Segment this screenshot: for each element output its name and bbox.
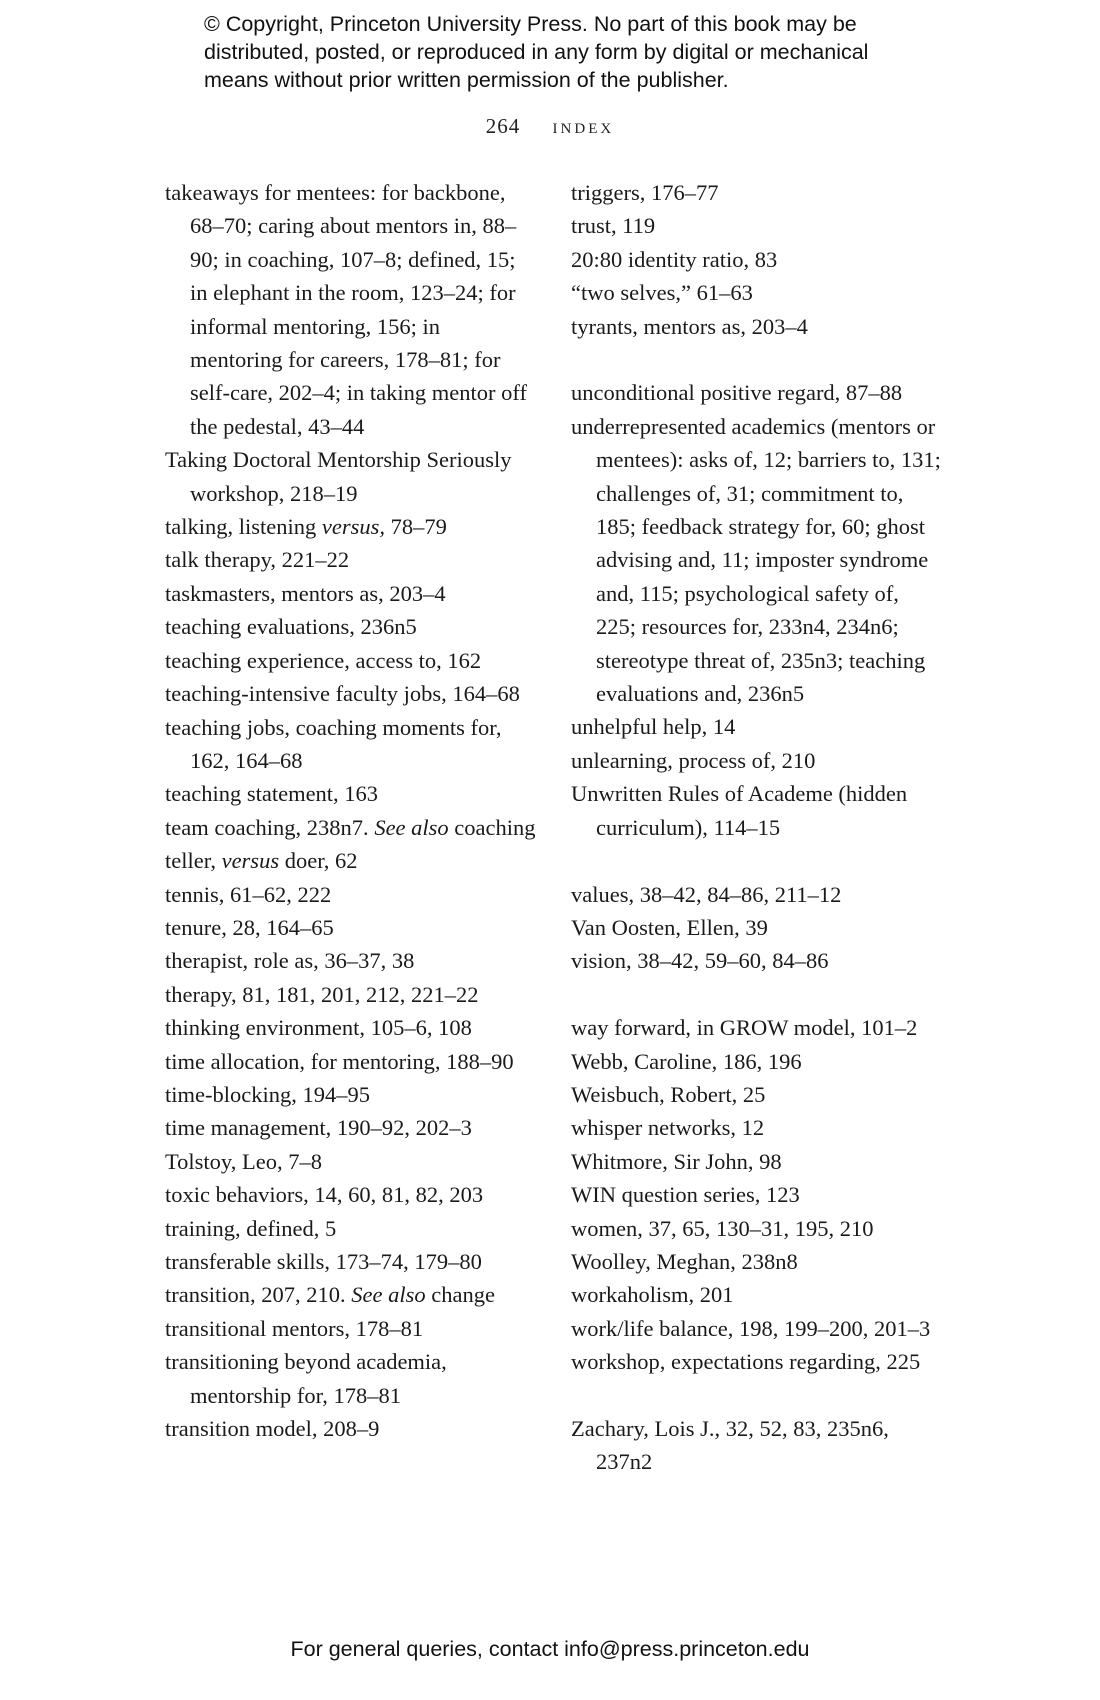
index-entry-text: teaching-intensive faculty jobs, 164–68 xyxy=(165,681,520,707)
index-entry xyxy=(571,1345,943,1378)
section-title: index xyxy=(552,114,615,138)
index-entry-italic: See also xyxy=(374,814,449,840)
index-entry xyxy=(165,1412,537,1445)
index-entry xyxy=(571,1312,943,1345)
index-entry xyxy=(571,1011,943,1044)
index-entry-text: unhelpful help, 14 xyxy=(571,714,736,740)
index-entry xyxy=(165,1212,537,1245)
index-entry xyxy=(571,1111,943,1144)
index-entry xyxy=(571,710,943,743)
index-entry xyxy=(571,243,943,276)
index-entry xyxy=(571,1245,943,1278)
index-entry xyxy=(571,744,943,777)
index-entry-text: teaching statement, 163 xyxy=(165,781,379,807)
index-entry-text: vision, 38–42, 59–60, 84–86 xyxy=(571,948,829,974)
index-entry-text: trust, 119 xyxy=(571,213,656,239)
index-entry-text: Unwritten Rules of Academe (hidden curriculum), 114–15 xyxy=(571,781,908,840)
footer-contact: For general queries, contact info@press.princeton.edu xyxy=(290,1637,810,1661)
index-entry xyxy=(165,1345,537,1412)
index-entry xyxy=(165,677,537,710)
index-entry xyxy=(165,543,537,576)
index-entry-text: transition, 207, 210. xyxy=(165,1282,352,1308)
index-entry-text: work/life balance, 198, 199–200, 201–3 xyxy=(571,1315,931,1341)
index-entry-text: Tolstoy, Leo, 7–8 xyxy=(165,1148,322,1174)
index-entry xyxy=(571,1278,943,1311)
index-entry-italic: versus, xyxy=(321,514,385,540)
index-entry xyxy=(165,811,537,844)
index-entry xyxy=(571,1212,943,1245)
page-number: 264 xyxy=(485,114,521,138)
index-entry xyxy=(571,944,943,977)
index-entry-text: underrepresented academics (mentors or mentees): asks of, 12; barriers to, 131; challenges of, 31; commitment to, 185; feedback strategy for, 60; ghost advising and, 11; imposter syndrome and, 115; psychological safety of, 225; resources for, 233n4, 234n6; stereotype threat of, 235n3; teaching evaluations and, 236n5 xyxy=(571,413,941,707)
index-entry xyxy=(571,1412,943,1479)
index-entry-text-after: doer, 62 xyxy=(279,848,358,874)
index-entry xyxy=(165,711,537,778)
index-entry-text: workshop, expectations regarding, 225 xyxy=(571,1349,921,1375)
index-entry xyxy=(165,944,537,977)
index-entry-text: teaching experience, access to, 162 xyxy=(165,647,482,673)
index-entry xyxy=(165,1278,537,1311)
index-entry-text: talk therapy, 221–22 xyxy=(165,547,350,573)
index-entry-text-after: coaching xyxy=(448,814,536,840)
index-entry-text: workaholism, 201 xyxy=(571,1282,734,1308)
index-entry-text: Weisbuch, Robert, 25 xyxy=(571,1081,766,1107)
index-entry-text: transitioning beyond academia, mentorship for, 178–81 xyxy=(165,1349,447,1408)
index-entry-text: Zachary, Lois J., 32, 52, 83, 235n6, 237n2 xyxy=(571,1415,889,1475)
copyright-notice: © Copyright, Princeton University Press. No part of this book may be distributed, posted, or reproduced in any form by digital or mechanical means without prior written permission of the publisher. xyxy=(204,12,869,92)
index-entry-text: tyrants, mentors as, 203–4 xyxy=(571,313,808,339)
index-entry-text: taskmasters, mentors as, 203–4 xyxy=(165,580,446,606)
index-entry-text: WIN question series, 123 xyxy=(571,1182,800,1208)
index-entry-text: time-blocking, 194–95 xyxy=(165,1081,370,1107)
index-letter-gap xyxy=(571,844,943,877)
index-entry xyxy=(571,376,943,409)
index-entry xyxy=(571,878,943,911)
index-entry-text: tennis, 61–62, 222 xyxy=(165,881,332,907)
index-entry xyxy=(165,878,537,911)
index-entry-text: women, 37, 65, 130–31, 195, 210 xyxy=(571,1215,874,1241)
index-entry-text: triggers, 176–77 xyxy=(571,180,719,205)
index-entry-text: Woolley, Meghan, 238n8 xyxy=(571,1248,798,1274)
index-entry xyxy=(165,176,537,443)
index-entry xyxy=(165,577,537,610)
index-entry-text: training, defined, 5 xyxy=(165,1215,337,1241)
index-entry xyxy=(165,1245,537,1278)
index-entry-text-after: change xyxy=(425,1282,495,1308)
index-entry-text: Webb, Caroline, 186, 196 xyxy=(571,1048,802,1074)
index-entry-text: Whitmore, Sir John, 98 xyxy=(571,1148,782,1174)
index-entry xyxy=(165,1045,537,1078)
index-entry xyxy=(165,443,537,510)
index-entry xyxy=(165,1145,537,1178)
index-entry xyxy=(165,610,537,643)
index-entry xyxy=(571,1045,943,1078)
index-entry-text: talking, listening xyxy=(165,514,322,540)
index-entry-text: unconditional positive regard, 87–88 xyxy=(571,380,903,406)
index-entry xyxy=(165,978,537,1011)
index-entry xyxy=(571,1078,943,1111)
index-entry xyxy=(571,310,943,343)
index-entry xyxy=(165,777,537,810)
index-entry xyxy=(165,911,537,944)
index-entry-text: time management, 190–92, 202–3 xyxy=(165,1115,472,1141)
index-column-right xyxy=(571,176,943,1479)
index-entry-text: transition model, 208–9 xyxy=(165,1416,380,1442)
index-letter-gap xyxy=(571,1379,943,1412)
index-entry-italic: See also xyxy=(351,1282,426,1308)
index-entry-text: teaching evaluations, 236n5 xyxy=(165,614,417,640)
running-head xyxy=(0,114,1100,139)
index-letter-gap xyxy=(571,343,943,376)
index-entry-text: transferable skills, 173–74, 179–80 xyxy=(165,1249,482,1274)
index-column-left xyxy=(165,176,537,1445)
index-entry-text: 20:80 identity ratio, 83 xyxy=(571,246,778,272)
index-entry-text: therapist, role as, 36–37, 38 xyxy=(165,948,415,974)
index-entry-text: unlearning, process of, 210 xyxy=(571,747,816,773)
index-entry xyxy=(165,1078,537,1111)
index-entry-text: Taking Doctoral Mentorship Seriously workshop, 218–19 xyxy=(165,447,512,506)
index-entry xyxy=(571,1178,943,1211)
index-entry-text: values, 38–42, 84–86, 211–12 xyxy=(571,881,842,907)
index-entry-text: therapy, 81, 181, 201, 212, 221–22 xyxy=(165,981,479,1007)
index-entry-text: teaching jobs, coaching moments for, 162, 164–68 xyxy=(165,714,502,773)
index-entry xyxy=(165,1312,537,1345)
index-entry-text: way forward, in GROW model, 101–2 xyxy=(571,1015,918,1041)
index-entry xyxy=(571,777,943,844)
index-entry-text-after: 78–79 xyxy=(385,514,447,540)
index-entry-text: time allocation, for mentoring, 188–90 xyxy=(165,1048,514,1074)
index-entry xyxy=(571,410,943,711)
index-entry xyxy=(165,1011,537,1044)
index-entry xyxy=(571,176,943,209)
index-entry-text: takeaways for mentees: for backbone, 68–70; caring about mentors in, 88–90; in coaching, 107–8; defined, 15; in elephant in the room, 123–24; for informal mentoring, 156; in mentoring for careers, 178–81; for self-care, 202–4; in taking mentor off the pedestal, 43–44 xyxy=(165,180,527,439)
index-entry xyxy=(165,1111,537,1144)
index-entry xyxy=(165,1178,537,1211)
index-entry xyxy=(571,276,943,309)
index-entry xyxy=(571,209,943,242)
index-entry-text: toxic behaviors, 14, 60, 81, 82, 203 xyxy=(165,1182,484,1208)
index-entry-text: teller, xyxy=(165,848,222,874)
index-entry xyxy=(165,510,537,543)
index-letter-gap xyxy=(571,978,943,1011)
index-entry-text: tenure, 28, 164–65 xyxy=(165,914,334,940)
index-entry-text: thinking environment, 105–6, 108 xyxy=(165,1015,472,1041)
index-entry xyxy=(165,844,537,877)
index-entry xyxy=(571,1145,943,1178)
index-entry-text: whisper networks, 12 xyxy=(571,1115,765,1141)
index-entry-text: “two selves,” 61–63 xyxy=(571,280,753,306)
index-entry-text: transitional mentors, 178–81 xyxy=(165,1315,424,1341)
index-entry-italic: versus xyxy=(221,848,280,874)
index-entry xyxy=(165,644,537,677)
index-entry xyxy=(571,911,943,944)
index-entry-text: Van Oosten, Ellen, 39 xyxy=(571,914,768,940)
index-entry-text: team coaching, 238n7. xyxy=(165,814,375,840)
